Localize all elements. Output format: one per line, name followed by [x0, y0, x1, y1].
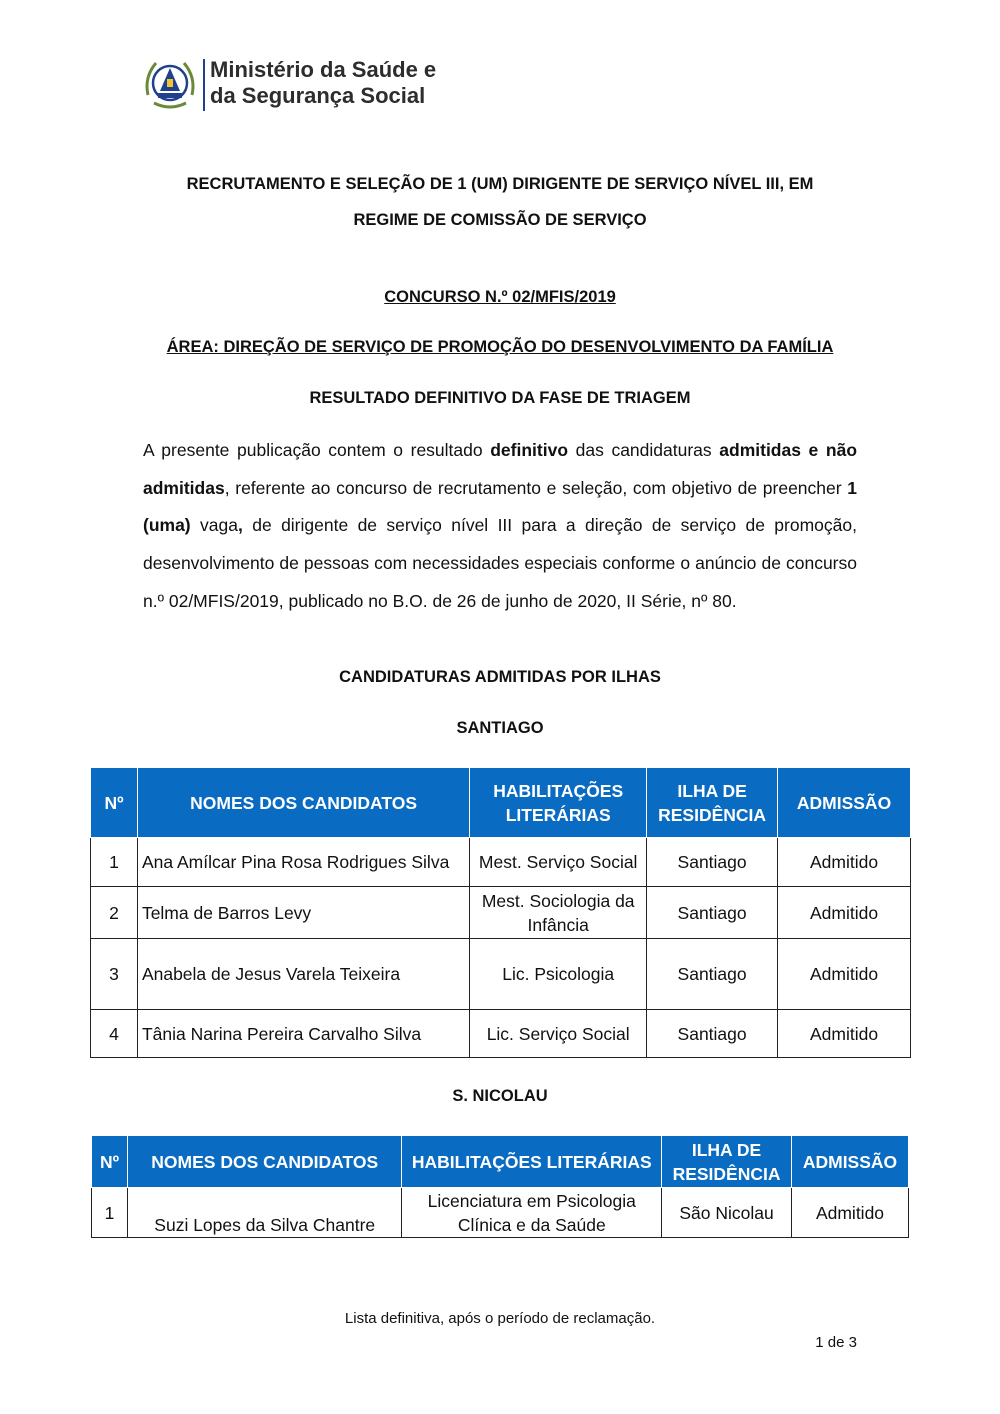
table-row — [91, 838, 911, 887]
santiago-table — [90, 767, 911, 1058]
intro-text-2: das candidaturas — [568, 440, 720, 460]
col-header-number: Nº — [91, 768, 138, 838]
table-row — [92, 1188, 909, 1238]
intro-bold-4: , — [237, 515, 243, 536]
snicolau-table — [91, 1135, 909, 1238]
cell-number: 1 — [92, 1188, 128, 1238]
cell-island: Santiago — [647, 887, 778, 939]
coat-of-arms-icon — [140, 55, 200, 115]
table-row — [91, 1010, 911, 1058]
cell-qualification: Lic. Serviço Social — [470, 1010, 647, 1058]
table-row — [91, 939, 911, 1010]
cell-admission: Admitido — [778, 887, 911, 939]
page-number: 1 de 3 — [815, 1334, 857, 1351]
col-header-island: ILHA DE RESIDÊNCIA — [662, 1136, 792, 1188]
concurso-title: CONCURSO N.º 02/MFIS/2019 — [384, 288, 616, 306]
cell-number: 3 — [91, 939, 138, 1010]
cell-name: Suzi Lopes da Silva Chantre — [127, 1188, 402, 1238]
cell-name: Telma de Barros Levy — [137, 887, 469, 939]
col-header-admission: ADMISSÃO — [778, 768, 911, 838]
heading-line2: REGIME DE COMISSÃO DE SERVIÇO — [353, 211, 647, 229]
table-header-row — [91, 768, 911, 838]
table-header-row — [92, 1136, 909, 1188]
cell-number: 2 — [91, 887, 138, 939]
intro-bold-3: 1 (uma) — [143, 477, 857, 536]
cell-qualification: Mest. Serviço Social — [470, 838, 647, 887]
intro-bold-1: definitivo — [490, 440, 569, 460]
cell-admission: Admitido — [778, 1010, 911, 1058]
cell-qualification: Licenciatura em Psicologia Clínica e da Saúde — [402, 1188, 662, 1238]
cell-admission: Admitido — [792, 1188, 909, 1238]
intro-text-3: , referente ao concurso de recrutamento e seleção, com objetivo de preencher — [224, 477, 848, 498]
cell-admission: Admitido — [778, 939, 911, 1010]
cell-name: Ana Amílcar Pina Rosa Rodrigues Silva — [137, 838, 469, 887]
intro-text-1: A presente publicação contem o resultado — [143, 440, 491, 460]
intro-paragraph — [143, 432, 857, 621]
ministry-name — [210, 57, 436, 109]
col-header-name: NOMES DOS CANDIDATOS — [127, 1136, 402, 1188]
logo-divider — [203, 59, 205, 111]
cell-island: São Nicolau — [662, 1188, 792, 1238]
col-header-admission: ADMISSÃO — [792, 1136, 909, 1188]
col-header-qualifications: HABILITAÇÕES LITERÁRIAS — [470, 768, 647, 838]
cell-admission: Admitido — [778, 838, 911, 887]
col-header-number: Nº — [92, 1136, 128, 1188]
intro-text-4: vaga — [190, 515, 238, 536]
cell-qualification: Mest. Sociologia da Infância — [470, 887, 647, 939]
cell-name: Anabela de Jesus Varela Teixeira — [137, 939, 469, 1010]
santiago-title: SANTIAGO — [456, 719, 544, 737]
cell-qualification: Lic. Psicologia — [470, 939, 647, 1010]
table-row — [91, 887, 911, 939]
cell-number: 4 — [91, 1010, 138, 1058]
cell-island: Santiago — [647, 1010, 778, 1058]
resultado-title: RESULTADO DEFINITIVO DA FASE DE TRIAGEM — [309, 389, 691, 407]
cell-island: Santiago — [647, 838, 778, 887]
ministry-name-line2: da Segurança Social — [210, 83, 426, 108]
col-header-island: ILHA DE RESIDÊNCIA — [647, 768, 778, 838]
col-header-name: NOMES DOS CANDIDATOS — [137, 768, 469, 838]
footer-note: Lista definitiva, após o período de reclamação. — [344, 1310, 656, 1327]
intro-text-5: de dirigente de serviço nível III para a direção de serviço de promoção, desenvolvimento de pessoas com necessidades especiais conforme o anúncio de concurso n.º 02/MFIS/2019, publicado no B.O. de 26 de junho de 2020, II Série, nº 80. — [143, 515, 857, 611]
heading-line1: RECRUTAMENTO E SELEÇÃO DE 1 (UM) DIRIGENTE DE SERVIÇO NÍVEL III, EM — [186, 175, 814, 193]
cell-name: Tânia Narina Pereira Carvalho Silva — [137, 1010, 469, 1058]
cell-number: 1 — [91, 838, 138, 887]
snicolau-title: S. NICOLAU — [452, 1087, 548, 1105]
ministry-logo — [140, 55, 440, 115]
intro-bold-2: admitidas e não admitidas — [143, 440, 858, 498]
col-header-qualifications: HABILITAÇÕES LITERÁRIAS — [402, 1136, 662, 1188]
area-title: ÁREA: DIREÇÃO DE SERVIÇO DE PROMOÇÃO DO DESENVOLVIMENTO DA FAMÍLIA — [166, 338, 834, 356]
section-title: CANDIDATURAS ADMITIDAS POR ILHAS — [339, 668, 661, 686]
cell-island: Santiago — [647, 939, 778, 1010]
ministry-name-line1: Ministério da Saúde e — [210, 57, 437, 82]
